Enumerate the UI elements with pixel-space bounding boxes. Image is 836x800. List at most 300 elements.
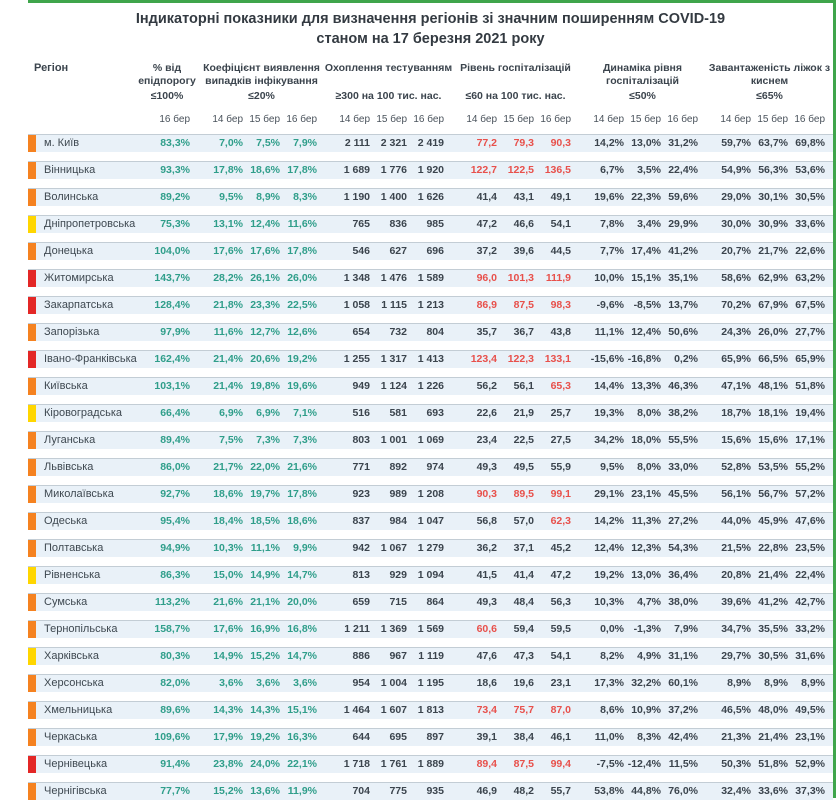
value-cell: -12,4% [627,758,661,771]
column-group-label: Охоплення тестуванням [324,61,453,74]
value-group [333,758,444,770]
value-cell: 1 689 [343,164,370,177]
value-cell: 954 [352,677,370,690]
value-group [333,380,444,392]
value-group [460,407,571,419]
value-cell: 53,6% [795,164,825,177]
value-cell: 44,5 [550,245,571,258]
value-group [714,515,825,527]
value-cell: 54,9% [721,164,751,177]
value-cell: 6,9% [256,407,280,420]
value-cell: 89,6% [160,704,190,717]
value-cell: 62,9% [758,272,788,285]
value-group [587,245,698,257]
value-cell: 11,3% [631,515,661,528]
value-cell: 41,2% [668,245,698,258]
value-cell: 30,5% [758,650,788,663]
value-group [714,380,825,392]
value-cell: 11,6% [213,326,243,339]
value-cell: 96,0 [476,272,497,285]
value-cell: 75,7 [513,704,534,717]
value-cell: 89,4% [160,434,190,447]
value-cell: 1 813 [417,704,444,717]
region-name: Черкаська [44,731,98,744]
value-cell: 23,8% [213,758,243,771]
value-cell: 56,3 [550,596,571,609]
value-group [144,191,190,203]
value-group [206,218,317,230]
date-label: 14 бер [339,113,370,125]
value-cell: 984 [389,515,407,528]
value-cell: 56,2 [476,380,497,393]
value-cell: 33,2% [795,623,825,636]
value-cell: 60,6 [476,623,497,636]
table-row [28,620,833,638]
value-cell: 38,0% [668,596,698,609]
value-cell: 50,3% [721,758,751,771]
value-cell: 32,4% [721,785,751,798]
value-cell: 8,3% [637,731,661,744]
value-cell: 11,1% [250,542,280,555]
value-cell: 49,3 [476,596,497,609]
table-row [28,350,833,368]
value-group [587,569,698,581]
value-group [144,245,190,257]
value-cell: 49,3 [476,461,497,474]
page-title-line1: Індикаторні показники для визначення регіонів зі значним поширенням COVID-19 [135,11,726,27]
value-cell: 49,1 [550,191,571,204]
table-row [28,269,833,287]
value-cell: -7,5% [596,758,624,771]
value-cell: 20,7% [721,245,751,258]
value-group [460,218,571,230]
value-cell: 17,8% [287,245,317,258]
value-group [460,785,571,797]
region-status-indicator [28,675,36,692]
value-cell: 23,1 [550,677,571,690]
region-status-indicator [28,297,36,314]
value-cell: 37,3% [795,785,825,798]
value-cell: 12,4% [250,218,280,231]
value-cell: 92,7% [160,488,190,501]
value-cell: 101,3 [507,272,534,285]
value-group [144,488,190,500]
value-cell: 19,7% [250,488,280,501]
value-group [714,434,825,446]
covid-indicators-sheet [28,0,836,798]
value-cell: 1 718 [343,758,370,771]
value-cell: 41,4 [513,569,534,582]
value-cell: 1 569 [417,623,444,636]
value-cell: 27,7% [795,326,825,339]
region-status-indicator [28,324,36,341]
region-status-indicator [28,216,36,233]
value-cell: 22,5% [287,299,317,312]
value-group [714,218,825,230]
value-cell: 51,8% [758,758,788,771]
region-status-indicator [28,513,36,530]
column-group-header [138,61,196,125]
region-name: Хмельницька [44,704,113,717]
value-group [460,461,571,473]
value-group [206,434,317,446]
value-cell: 41,4 [476,191,497,204]
region-name: Одеська [44,515,88,528]
value-cell: 654 [352,326,370,339]
table-row [28,296,833,314]
column-threshold: ≥300 на 100 тис. нас. [335,89,442,102]
value-cell: 69,8% [795,137,825,150]
value-cell: 1 400 [380,191,407,204]
value-cell: 29,0% [721,191,751,204]
value-cell: 803 [352,434,370,447]
value-cell: 732 [389,326,407,339]
region-name: Житомирська [44,272,114,285]
value-cell: 813 [352,569,370,582]
table-row [28,404,833,422]
region-status-indicator [28,486,36,503]
value-cell: 18,6% [213,488,243,501]
value-group [333,731,444,743]
value-cell: 26,0% [287,272,317,285]
date-label: 15 бер [503,113,534,125]
value-cell: 99,1 [550,488,571,501]
value-group [460,704,571,716]
value-cell: 1 607 [380,704,407,717]
value-cell: 122,5 [507,164,534,177]
value-group [333,299,444,311]
value-cell: 967 [389,650,407,663]
column-dates [206,114,317,125]
value-group [587,434,698,446]
column-group-label: Динаміка рівня госпіталізацій [602,61,683,87]
value-cell: 15,2% [213,785,243,798]
value-cell: 90,3 [550,137,571,150]
value-group [587,596,698,608]
date-label: 14 бер [212,113,243,125]
value-cell: 21,6% [287,461,317,474]
date-label: 16 бер [540,113,571,125]
value-cell: 644 [352,731,370,744]
value-cell: 136,5 [544,164,571,177]
value-group [333,272,444,284]
region-name: Донецька [44,245,94,258]
value-cell: 49,5% [795,704,825,717]
value-group [144,650,190,662]
value-group [714,461,825,473]
value-cell: 17,6% [213,623,243,636]
value-group [333,515,444,527]
region-name: Чернівецька [44,758,108,771]
region-name: Рівненська [44,569,101,582]
value-cell: 21,1% [250,596,280,609]
value-cell: 67,9% [758,299,788,312]
value-cell: 32,2% [631,677,661,690]
value-cell: 58,6% [721,272,751,285]
value-cell: 659 [352,596,370,609]
value-cell: 56,1% [721,488,751,501]
value-cell: 13,0% [631,569,661,582]
value-cell: 30,9% [758,218,788,231]
value-cell: 949 [352,380,370,393]
value-group [206,704,317,716]
value-cell: 89,2% [160,191,190,204]
value-cell: 1 058 [343,299,370,312]
value-cell: 12,4% [594,542,624,555]
value-cell: 21,7% [758,245,788,258]
value-cell: 162,4% [154,353,190,366]
value-cell: 44,8% [631,785,661,798]
value-group [144,785,190,797]
value-cell: 86,3% [160,569,190,582]
value-cell: 45,2 [550,542,571,555]
value-cell: 44,0% [721,515,751,528]
value-cell: 20,8% [721,569,751,582]
value-cell: 7,5% [256,137,280,150]
value-cell: 1 094 [417,569,444,582]
column-threshold: ≤20% [248,89,275,102]
value-cell: 39,6 [513,245,534,258]
value-cell: 8,0% [637,407,661,420]
region-name: Волинська [44,191,99,204]
value-cell: 41,5 [476,569,497,582]
value-cell: 17,3% [594,677,624,690]
region-status-indicator [28,540,36,557]
value-group [333,326,444,338]
value-cell: 21,7% [213,461,243,474]
value-cell: 18,1% [758,407,788,420]
value-cell: 50,6% [668,326,698,339]
value-cell: 31,6% [795,650,825,663]
value-cell: -15,6% [590,353,624,366]
region-name: Запорізька [44,326,100,339]
value-group [460,515,571,527]
value-cell: 0,2% [674,353,698,366]
value-group [460,434,571,446]
date-label: 15 бер [249,113,280,125]
value-cell: 985 [426,218,444,231]
value-cell: 27,5 [550,434,571,447]
value-cell: 86,0% [160,461,190,474]
value-cell: 886 [352,650,370,663]
table-row [28,647,833,665]
value-cell: 693 [426,407,444,420]
value-group [333,569,444,581]
value-group [714,704,825,716]
value-cell: 35,1% [668,272,698,285]
value-group [206,137,317,149]
value-cell: 13,1% [213,218,243,231]
value-cell: 942 [352,542,370,555]
value-cell: 14,9% [250,569,280,582]
value-cell: 4,7% [637,596,661,609]
value-group [206,272,317,284]
value-group [714,137,825,149]
value-group [206,677,317,689]
region-name: Сумська [44,596,88,609]
value-cell: 60,1% [668,677,698,690]
value-group [144,623,190,635]
table-row [28,593,833,611]
value-cell: 10,9% [631,704,661,717]
value-group [144,569,190,581]
value-cell: 87,5 [513,758,534,771]
region-status-indicator [28,567,36,584]
value-cell: 7,3% [293,434,317,447]
value-group [587,731,698,743]
value-cell: 75,3% [160,218,190,231]
value-cell: 17,4% [631,245,661,258]
value-cell: 63,7% [758,137,788,150]
value-cell: 48,1% [758,380,788,393]
value-cell: 38,4 [513,731,534,744]
page-title-line2: станом на 17 березня 2021 року [316,31,545,48]
value-group [144,461,190,473]
value-cell: 15,2% [250,650,280,663]
value-cell: 18,0% [631,434,661,447]
value-cell: 128,4% [154,299,190,312]
value-cell: 923 [352,488,370,501]
value-group [587,650,698,662]
value-group [144,515,190,527]
value-cell: 892 [389,461,407,474]
value-cell: 41,2% [758,596,788,609]
value-cell: 546 [352,245,370,258]
value-group [144,677,190,689]
value-cell: 7,0% [219,137,243,150]
table-row [28,215,833,233]
value-cell: 1 476 [380,272,407,285]
value-cell: 3,4% [637,218,661,231]
value-group [144,380,190,392]
value-cell: 143,7% [154,272,190,285]
column-group-label: Коефіцієнт виявлення випадків інфікування [203,61,320,87]
value-cell: 18,5% [250,515,280,528]
value-group [206,164,317,176]
value-group [333,677,444,689]
value-group [460,353,571,365]
value-cell: 10,3% [213,542,243,555]
value-cell: 35,5% [758,623,788,636]
value-group [714,407,825,419]
value-cell: 29,7% [721,650,751,663]
value-cell: 55,2% [795,461,825,474]
value-cell: 87,5 [513,299,534,312]
value-group [714,299,825,311]
value-group [144,326,190,338]
column-threshold: ≤100% [150,89,184,102]
region-status-indicator [28,270,36,287]
region-status-indicator [28,621,36,638]
region-status-indicator [28,378,36,395]
value-group [587,704,698,716]
value-cell: 46,5% [721,704,751,717]
value-group [206,380,317,392]
value-cell: 1 195 [417,677,444,690]
value-group [333,542,444,554]
value-cell: 39,1 [476,731,497,744]
value-cell: 10,0% [594,272,624,285]
value-group [714,272,825,284]
value-cell: 20,0% [287,596,317,609]
value-cell: 52,9% [795,758,825,771]
value-cell: 19,8% [250,380,280,393]
value-cell: 1 213 [417,299,444,312]
page-title [28,3,833,50]
value-cell: 1 124 [380,380,407,393]
value-cell: 13,3% [631,380,661,393]
value-cell: 15,6% [758,434,788,447]
region-status-indicator [28,189,36,206]
value-cell: 23,3% [250,299,280,312]
value-cell: 581 [389,407,407,420]
column-group-header [708,61,831,125]
value-cell: 1 413 [417,353,444,366]
value-cell: 14,3% [250,704,280,717]
table-row [28,161,833,179]
value-cell: 22,4% [668,164,698,177]
column-threshold: ≤65% [756,89,783,102]
value-cell: 56,7% [758,488,788,501]
column-header-region: Регіон [34,61,69,74]
value-group [206,488,317,500]
value-cell: 47,2 [550,569,571,582]
value-cell: 31,1% [668,650,698,663]
value-cell: 14,3% [213,704,243,717]
value-cell: 18,6 [476,677,497,690]
value-cell: 48,2 [513,785,534,798]
value-group [714,164,825,176]
value-cell: 158,7% [154,623,190,636]
region-name: Львівська [44,461,94,474]
value-cell: 16,9% [250,623,280,636]
value-cell: 48,4 [513,596,534,609]
value-cell: 19,3% [594,407,624,420]
value-group [144,299,190,311]
value-cell: 715 [389,596,407,609]
value-cell: 8,6% [600,704,624,717]
value-cell: 19,6% [287,380,317,393]
value-group [714,326,825,338]
value-cell: 65,9% [795,353,825,366]
value-group [460,299,571,311]
value-group [333,137,444,149]
value-cell: 8,0% [637,461,661,474]
date-label: 15 бер [376,113,407,125]
value-cell: 19,4% [795,407,825,420]
value-cell: 13,7% [668,299,698,312]
value-cell: 22,8% [758,542,788,555]
value-group [333,461,444,473]
value-cell: 11,6% [287,218,317,231]
table-row [28,782,833,800]
value-cell: 90,3 [476,488,497,501]
value-cell: 3,6% [219,677,243,690]
value-group [144,542,190,554]
value-group [206,623,317,635]
column-threshold: ≤50% [629,89,656,102]
value-cell: 73,4 [476,704,497,717]
date-label: 14 бер [466,113,497,125]
value-group [206,542,317,554]
value-cell: 109,6% [154,731,190,744]
value-cell: 45,9% [758,515,788,528]
value-cell: 30,1% [758,191,788,204]
table-row [28,485,833,503]
value-cell: 35,7 [476,326,497,339]
value-group [333,191,444,203]
region-name: Полтавська [44,542,104,555]
